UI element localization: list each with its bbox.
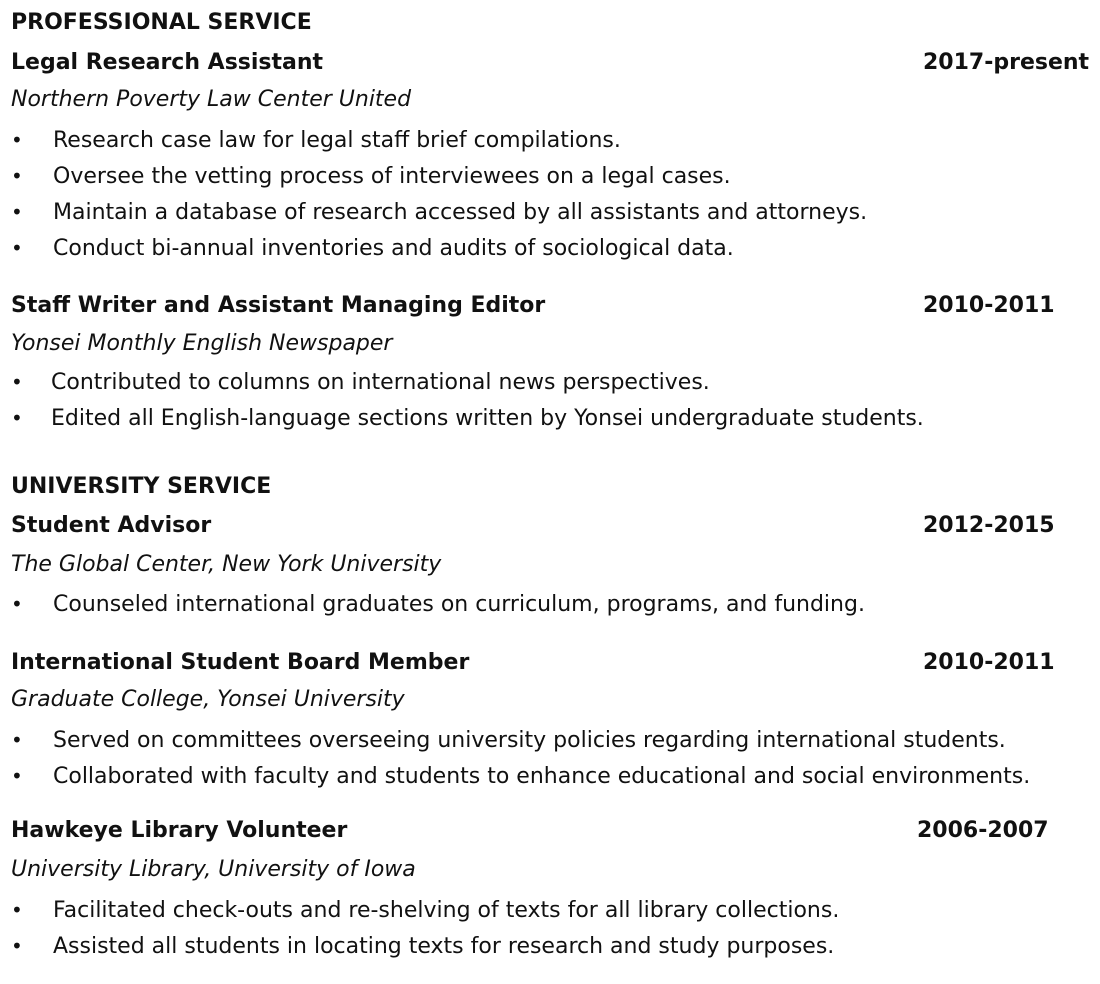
- bullet-text: Conduct bi-annual inventories and audits of sociological data.: [53, 236, 734, 261]
- section-heading-professional-service: PROFESSIONAL SERVICE: [11, 10, 312, 35]
- entry-organization: The Global Center, New York University: [11, 552, 442, 577]
- bullet-item: [11, 368, 710, 397]
- bullet-text: Assisted all students in locating texts for research and study purposes.: [53, 934, 835, 959]
- entry-organization: Yonsei Monthly English Newspaper: [11, 331, 393, 356]
- bullet-text: Research case law for legal staff brief compilations.: [53, 128, 621, 153]
- bullet-icon: •: [11, 592, 23, 616]
- bullet-text: Facilitated check-outs and re-shelving of texts for all library collections.: [53, 898, 840, 923]
- bullet-text: Counseled international graduates on curriculum, programs, and funding.: [53, 592, 865, 617]
- bullet-item: [11, 234, 734, 263]
- bullet-icon: •: [11, 370, 23, 394]
- bullet-text: Oversee the vetting process of interviewees on a legal cases.: [53, 164, 731, 189]
- entry-title: International Student Board Member: [11, 650, 470, 675]
- bullet-text: Served on committees overseeing university policies regarding international students.: [53, 728, 1006, 753]
- entry-title: Staff Writer and Assistant Managing Editor: [11, 293, 546, 318]
- entry-dates: 2006-2007: [917, 818, 1049, 843]
- bullet-icon: •: [11, 934, 23, 958]
- bullet-item: [11, 896, 839, 925]
- entry-dates: 2012-2015: [923, 513, 1055, 538]
- bullet-item: [11, 726, 1006, 755]
- bullet-icon: •: [11, 764, 23, 788]
- bullet-item: [11, 590, 865, 619]
- bullet-item: [11, 762, 1030, 791]
- bullet-item: [11, 126, 621, 155]
- entry-title: Legal Research Assistant: [11, 50, 324, 75]
- entry-organization: Graduate College, Yonsei University: [11, 687, 405, 712]
- section-heading-university-service: UNIVERSITY SERVICE: [11, 474, 272, 499]
- bullet-item: [11, 162, 731, 191]
- entry-title: Student Advisor: [11, 513, 212, 538]
- bullet-icon: •: [11, 406, 23, 430]
- bullet-item: [11, 404, 924, 433]
- bullet-icon: •: [11, 236, 23, 260]
- entry-title: Hawkeye Library Volunteer: [11, 818, 348, 843]
- bullet-icon: •: [11, 898, 23, 922]
- bullet-icon: •: [11, 128, 23, 152]
- entry-dates: 2017-present: [923, 50, 1090, 75]
- entry-dates: 2010-2011: [923, 293, 1055, 318]
- bullet-text: Edited all English-language sections written by Yonsei undergraduate students.: [51, 406, 924, 431]
- bullet-text: Contributed to columns on international news perspectives.: [51, 370, 710, 395]
- entry-dates: 2010-2011: [923, 650, 1055, 675]
- bullet-text: Collaborated with faculty and students to enhance educational and social environments.: [53, 764, 1031, 789]
- entry-organization: University Library, University of Iowa: [11, 857, 416, 882]
- bullet-item: [11, 932, 834, 961]
- bullet-icon: •: [11, 164, 23, 188]
- bullet-text: Maintain a database of research accessed by all assistants and attorneys.: [53, 200, 868, 225]
- bullet-icon: •: [11, 200, 23, 224]
- bullet-icon: •: [11, 728, 23, 752]
- entry-organization: Northern Poverty Law Center United: [11, 87, 412, 112]
- bullet-item: [11, 198, 867, 227]
